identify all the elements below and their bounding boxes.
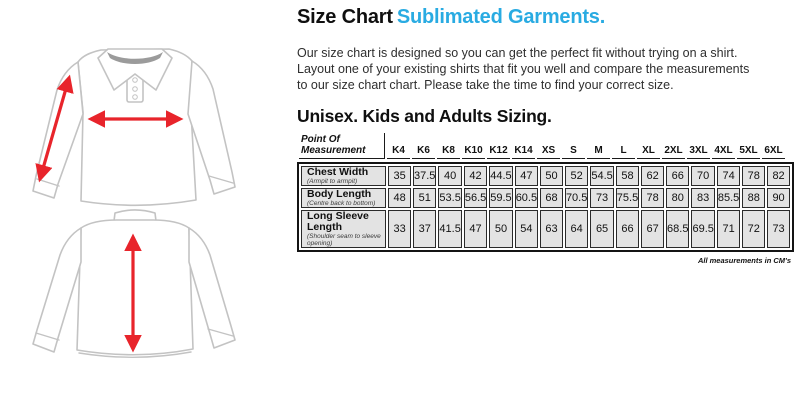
intro-line-2: Layout one of your existing shirts that fit you well and compare the measurements bbox=[297, 62, 750, 76]
size-value-cell: 70 bbox=[691, 166, 714, 186]
size-value-cell: 41.5 bbox=[438, 210, 461, 248]
size-column-header: L bbox=[612, 133, 635, 159]
size-column-header: K8 bbox=[437, 133, 460, 159]
size-value-cell: 50 bbox=[540, 166, 563, 186]
garment-illustrations bbox=[0, 0, 290, 407]
size-column-header: 4XL bbox=[712, 133, 735, 159]
size-column-header: XS bbox=[537, 133, 560, 159]
size-value-cell: 78 bbox=[742, 166, 765, 186]
size-value-cell: 80 bbox=[666, 188, 689, 208]
size-table-body bbox=[297, 162, 794, 252]
point-of-measurement-header: Point Of Measurement bbox=[299, 133, 385, 159]
measurement-label: Chest Width bbox=[307, 166, 369, 178]
size-value-cell: 47 bbox=[515, 166, 538, 186]
size-value-cell: 52 bbox=[565, 166, 588, 186]
measurement-sublabel: (Armpit to armpit) bbox=[307, 178, 358, 185]
measurement-sublabel: (Shoulder seam to sleeve opening) bbox=[307, 233, 381, 247]
size-value-cell: 33 bbox=[388, 210, 411, 248]
measurement-label-cell bbox=[301, 166, 386, 186]
size-value-cell: 54.5 bbox=[590, 166, 613, 186]
content-column bbox=[297, 6, 794, 265]
size-value-cell: 66 bbox=[666, 166, 689, 186]
size-value-cell: 72 bbox=[742, 210, 765, 248]
size-value-cell: 70.5 bbox=[565, 188, 588, 208]
size-value-cell: 42 bbox=[464, 166, 487, 186]
size-value-cell: 75.5 bbox=[616, 188, 639, 208]
size-value-cell: 50 bbox=[489, 210, 512, 248]
size-value-cell: 63 bbox=[540, 210, 563, 248]
measurement-label-cell bbox=[301, 210, 386, 248]
size-column-header: XL bbox=[637, 133, 660, 159]
measurement-row bbox=[301, 210, 790, 248]
size-column-header: S bbox=[562, 133, 585, 159]
size-column-header: K12 bbox=[487, 133, 510, 159]
size-table-header-row bbox=[297, 133, 787, 159]
size-value-cell: 44.5 bbox=[489, 166, 512, 186]
size-value-cell: 74 bbox=[717, 166, 740, 186]
size-value-cell: 47 bbox=[464, 210, 487, 248]
size-value-cell: 65 bbox=[590, 210, 613, 248]
size-column-header: K14 bbox=[512, 133, 535, 159]
size-value-cell: 66 bbox=[616, 210, 639, 248]
size-value-cell: 48 bbox=[388, 188, 411, 208]
size-value-cell: 53.5 bbox=[438, 188, 461, 208]
size-value-cell: 90 bbox=[767, 188, 790, 208]
size-value-cell: 37.5 bbox=[413, 166, 436, 186]
size-value-cell: 64 bbox=[565, 210, 588, 248]
size-column-header: M bbox=[587, 133, 610, 159]
measurement-label: Long Sleeve Length bbox=[307, 210, 369, 233]
size-column-header: 2XL bbox=[662, 133, 685, 159]
shirt-back-illustration bbox=[33, 210, 235, 357]
page-title bbox=[297, 6, 794, 29]
measurement-row bbox=[301, 188, 790, 208]
page-title-accent: Sublimated Garments. bbox=[396, 6, 606, 28]
size-value-cell: 73 bbox=[590, 188, 613, 208]
size-value-cell: 54 bbox=[515, 210, 538, 248]
measurement-label: Body Length bbox=[307, 188, 372, 200]
size-column-header: 6XL bbox=[762, 133, 785, 159]
measurement-label-cell bbox=[301, 188, 386, 208]
size-value-cell: 69.5 bbox=[691, 210, 714, 248]
size-value-cell: 88 bbox=[742, 188, 765, 208]
intro-line-1: Our size chart is designed so you can get the perfect fit without trying on a shirt. bbox=[297, 46, 738, 60]
size-value-cell: 56.5 bbox=[464, 188, 487, 208]
sizing-heading: Unisex. Kids and Adults Sizing. bbox=[297, 106, 552, 126]
size-value-cell: 71 bbox=[717, 210, 740, 248]
measurements-footnote: All measurements in CM's bbox=[697, 256, 791, 265]
size-value-cell: 35 bbox=[388, 166, 411, 186]
size-value-cell: 51 bbox=[413, 188, 436, 208]
size-table bbox=[297, 133, 794, 252]
size-value-cell: 40 bbox=[438, 166, 461, 186]
page-title-black: Size Chart bbox=[297, 6, 393, 28]
size-value-cell: 68 bbox=[540, 188, 563, 208]
size-value-cell: 67 bbox=[641, 210, 664, 248]
size-value-cell: 83 bbox=[691, 188, 714, 208]
shirt-front-illustration bbox=[33, 49, 235, 205]
size-column-header: K6 bbox=[412, 133, 435, 159]
measurement-row bbox=[301, 166, 790, 186]
size-value-cell: 60.5 bbox=[515, 188, 538, 208]
size-value-cell: 85.5 bbox=[717, 188, 740, 208]
size-value-cell: 68.5 bbox=[666, 210, 689, 248]
size-column-header: K4 bbox=[387, 133, 410, 159]
size-value-cell: 37 bbox=[413, 210, 436, 248]
measurement-sublabel: (Centre back to bottom) bbox=[307, 200, 376, 207]
header-row bbox=[299, 133, 785, 159]
size-value-cell: 58 bbox=[616, 166, 639, 186]
intro-paragraph bbox=[297, 45, 794, 93]
size-column-header: K10 bbox=[462, 133, 485, 159]
intro-line-3: to our size chart chart. Please take the time to find your correct size. bbox=[297, 78, 674, 92]
size-value-cell: 78 bbox=[641, 188, 664, 208]
size-value-cell: 82 bbox=[767, 166, 790, 186]
size-column-header: 3XL bbox=[687, 133, 710, 159]
size-value-cell: 73 bbox=[767, 210, 790, 248]
size-value-cell: 59.5 bbox=[489, 188, 512, 208]
size-value-cell: 62 bbox=[641, 166, 664, 186]
size-column-header: 5XL bbox=[737, 133, 760, 159]
